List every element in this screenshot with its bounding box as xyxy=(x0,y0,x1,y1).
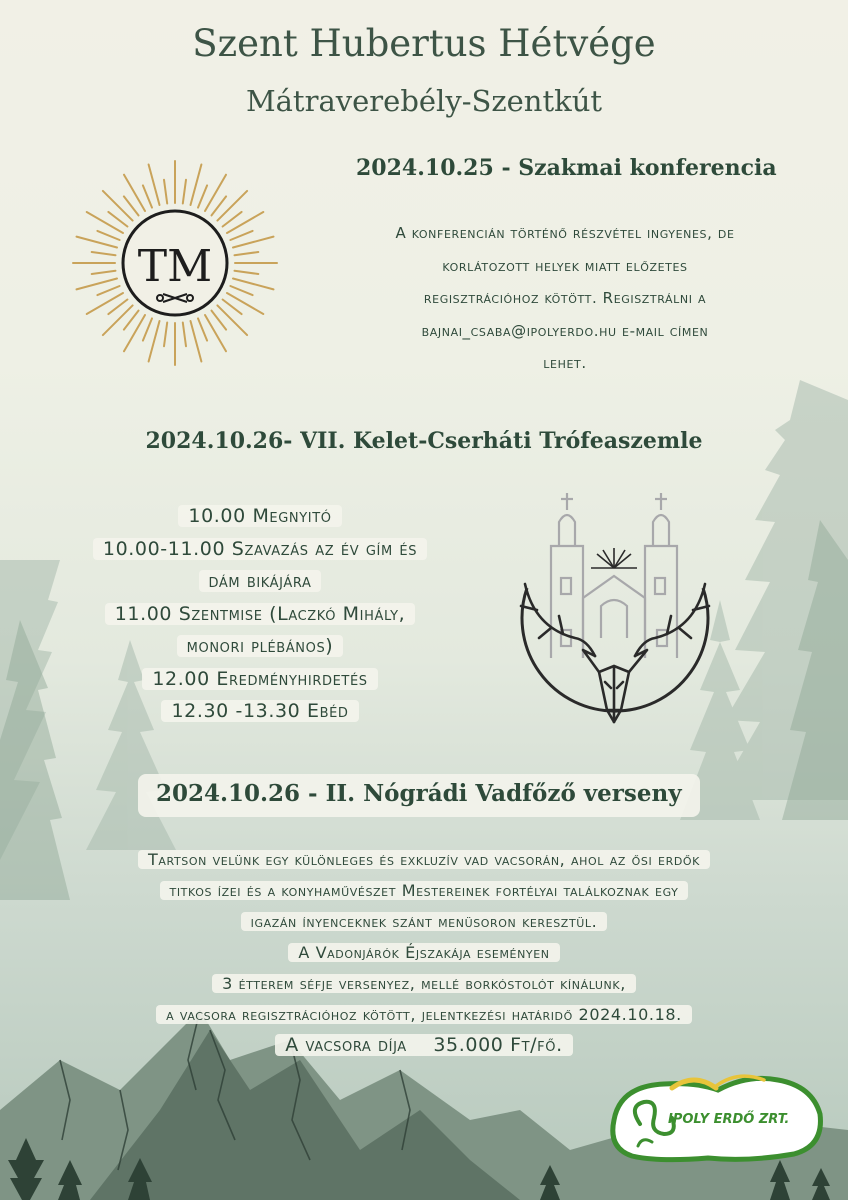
sunburst-ray xyxy=(230,286,252,295)
cooking-price: A vacsora díja 35.000 Ft/fő. xyxy=(275,1034,572,1056)
sunburst-ray xyxy=(183,323,186,347)
sunburst-ray xyxy=(77,237,118,248)
sunburst-ray xyxy=(191,165,202,206)
sunburst-ray xyxy=(103,305,133,335)
sunburst-ray xyxy=(230,231,252,240)
cooking-line: titkos ízei és a konyhaművészet Mestereinek fortélyai találkoznak egy xyxy=(160,881,689,900)
sunburst-ray xyxy=(227,212,263,233)
sunburst-ray xyxy=(92,271,116,274)
schedule-item: dám bikájára xyxy=(199,570,322,592)
schedule-item: 10.00 Megnyitó xyxy=(178,505,341,527)
sunburst-ray xyxy=(223,212,242,227)
trophy-heading: 2024.10.26- VII. Kelet-Cserháti Trófeaszemle xyxy=(145,428,703,454)
sunburst-ray xyxy=(198,318,207,340)
cooking-line: Tartson velünk egy különleges és exkluzív vad vacsorán, ahol az ősi erdők xyxy=(138,850,710,869)
sunburst-ray xyxy=(87,212,123,233)
trophy-schedule xyxy=(80,500,440,728)
schedule-item: monori plébános) xyxy=(177,635,344,657)
sunburst-ray xyxy=(87,293,123,314)
schedule-item: 12.30 -13.30 Ebéd xyxy=(161,700,358,722)
conference-line: lehet. xyxy=(543,354,587,372)
conference-line: regisztrációhoz kötött. Regisztrálni a xyxy=(423,289,707,307)
sunburst-ray xyxy=(205,315,226,351)
monogram-text: TM xyxy=(137,241,213,292)
conference-heading: 2024.10.25 - Szakmai konferencia xyxy=(356,155,777,181)
cooking-line: a vacsora regisztrációhoz kötött, jelentkezési határidő 2024.10.18. xyxy=(156,1005,692,1024)
sunburst-ray xyxy=(108,300,127,315)
cooking-text xyxy=(0,844,848,1061)
sunburst-monogram-icon xyxy=(70,148,280,378)
sunburst-ray xyxy=(108,212,127,227)
sunburst-ray xyxy=(124,175,145,211)
sunburst-ray xyxy=(124,311,139,330)
sunburst-ray xyxy=(97,231,119,240)
sunburst-ray xyxy=(223,300,242,315)
sunburst-ray xyxy=(77,279,118,290)
sunburst-ray xyxy=(205,175,226,211)
sunburst-ray xyxy=(149,165,160,206)
sunburst-ray xyxy=(191,321,202,362)
schedule-item: 10.00-11.00 Szavazás az év gím és xyxy=(93,538,427,560)
ipoly-logo-text: IPOLY ERDŐ ZRT. xyxy=(668,1112,790,1127)
sunburst-ray xyxy=(92,252,116,255)
cooking-line: 3 étterem séfje versenyez, mellé borkóstolót kínálunk, xyxy=(212,974,636,993)
church-stag-icon xyxy=(515,488,715,750)
cooking-line: igazán ínyenceknek szánt menüsoron keresztül. xyxy=(241,912,608,931)
schedule-item: 12.00 Eredményhirdetés xyxy=(142,668,377,690)
cooking-heading: 2024.10.26 - II. Nógrádi Vadfőző verseny xyxy=(138,774,700,817)
sunburst-ray xyxy=(97,286,119,295)
conference-line: korlátozott helyek miatt előzetes xyxy=(442,256,688,275)
sunburst-ray xyxy=(233,237,274,248)
sunburst-ray xyxy=(235,252,259,255)
conference-line: A konferencián történő részvétel ingyenes, de xyxy=(395,224,735,242)
sunburst-ray xyxy=(124,196,139,215)
sunburst-ray xyxy=(198,185,207,207)
sunburst-ray xyxy=(164,323,167,347)
sunburst-ray xyxy=(233,279,274,290)
sunburst-ray xyxy=(183,180,186,204)
sunburst-ray xyxy=(143,185,152,207)
sunburst-ray xyxy=(212,311,227,330)
sunburst-ray xyxy=(212,196,227,215)
sunburst-ray xyxy=(103,191,133,221)
sunburst-ray xyxy=(217,191,247,221)
page-subtitle: Mátraverebély-Szentkút xyxy=(245,84,603,118)
sunburst-ray xyxy=(235,271,259,274)
sunburst-ray xyxy=(149,321,160,362)
page-title: Szent Hubertus Hétvége xyxy=(192,22,656,65)
conference-text xyxy=(320,217,810,380)
sunburst-ray xyxy=(143,318,152,340)
sunburst-ray xyxy=(227,293,263,314)
cooking-line: A Vadonjárók Éjszakája eseményen xyxy=(288,943,559,962)
sunburst-ray xyxy=(217,305,247,335)
sunburst-ray xyxy=(124,315,145,351)
schedule-item: 11.00 Szentmise (Laczkó Mihály, xyxy=(105,603,416,625)
sunburst-ray xyxy=(164,180,167,204)
conference-line: bajnai_csaba@ipolyerdo.hu e-mail címen xyxy=(421,321,709,340)
